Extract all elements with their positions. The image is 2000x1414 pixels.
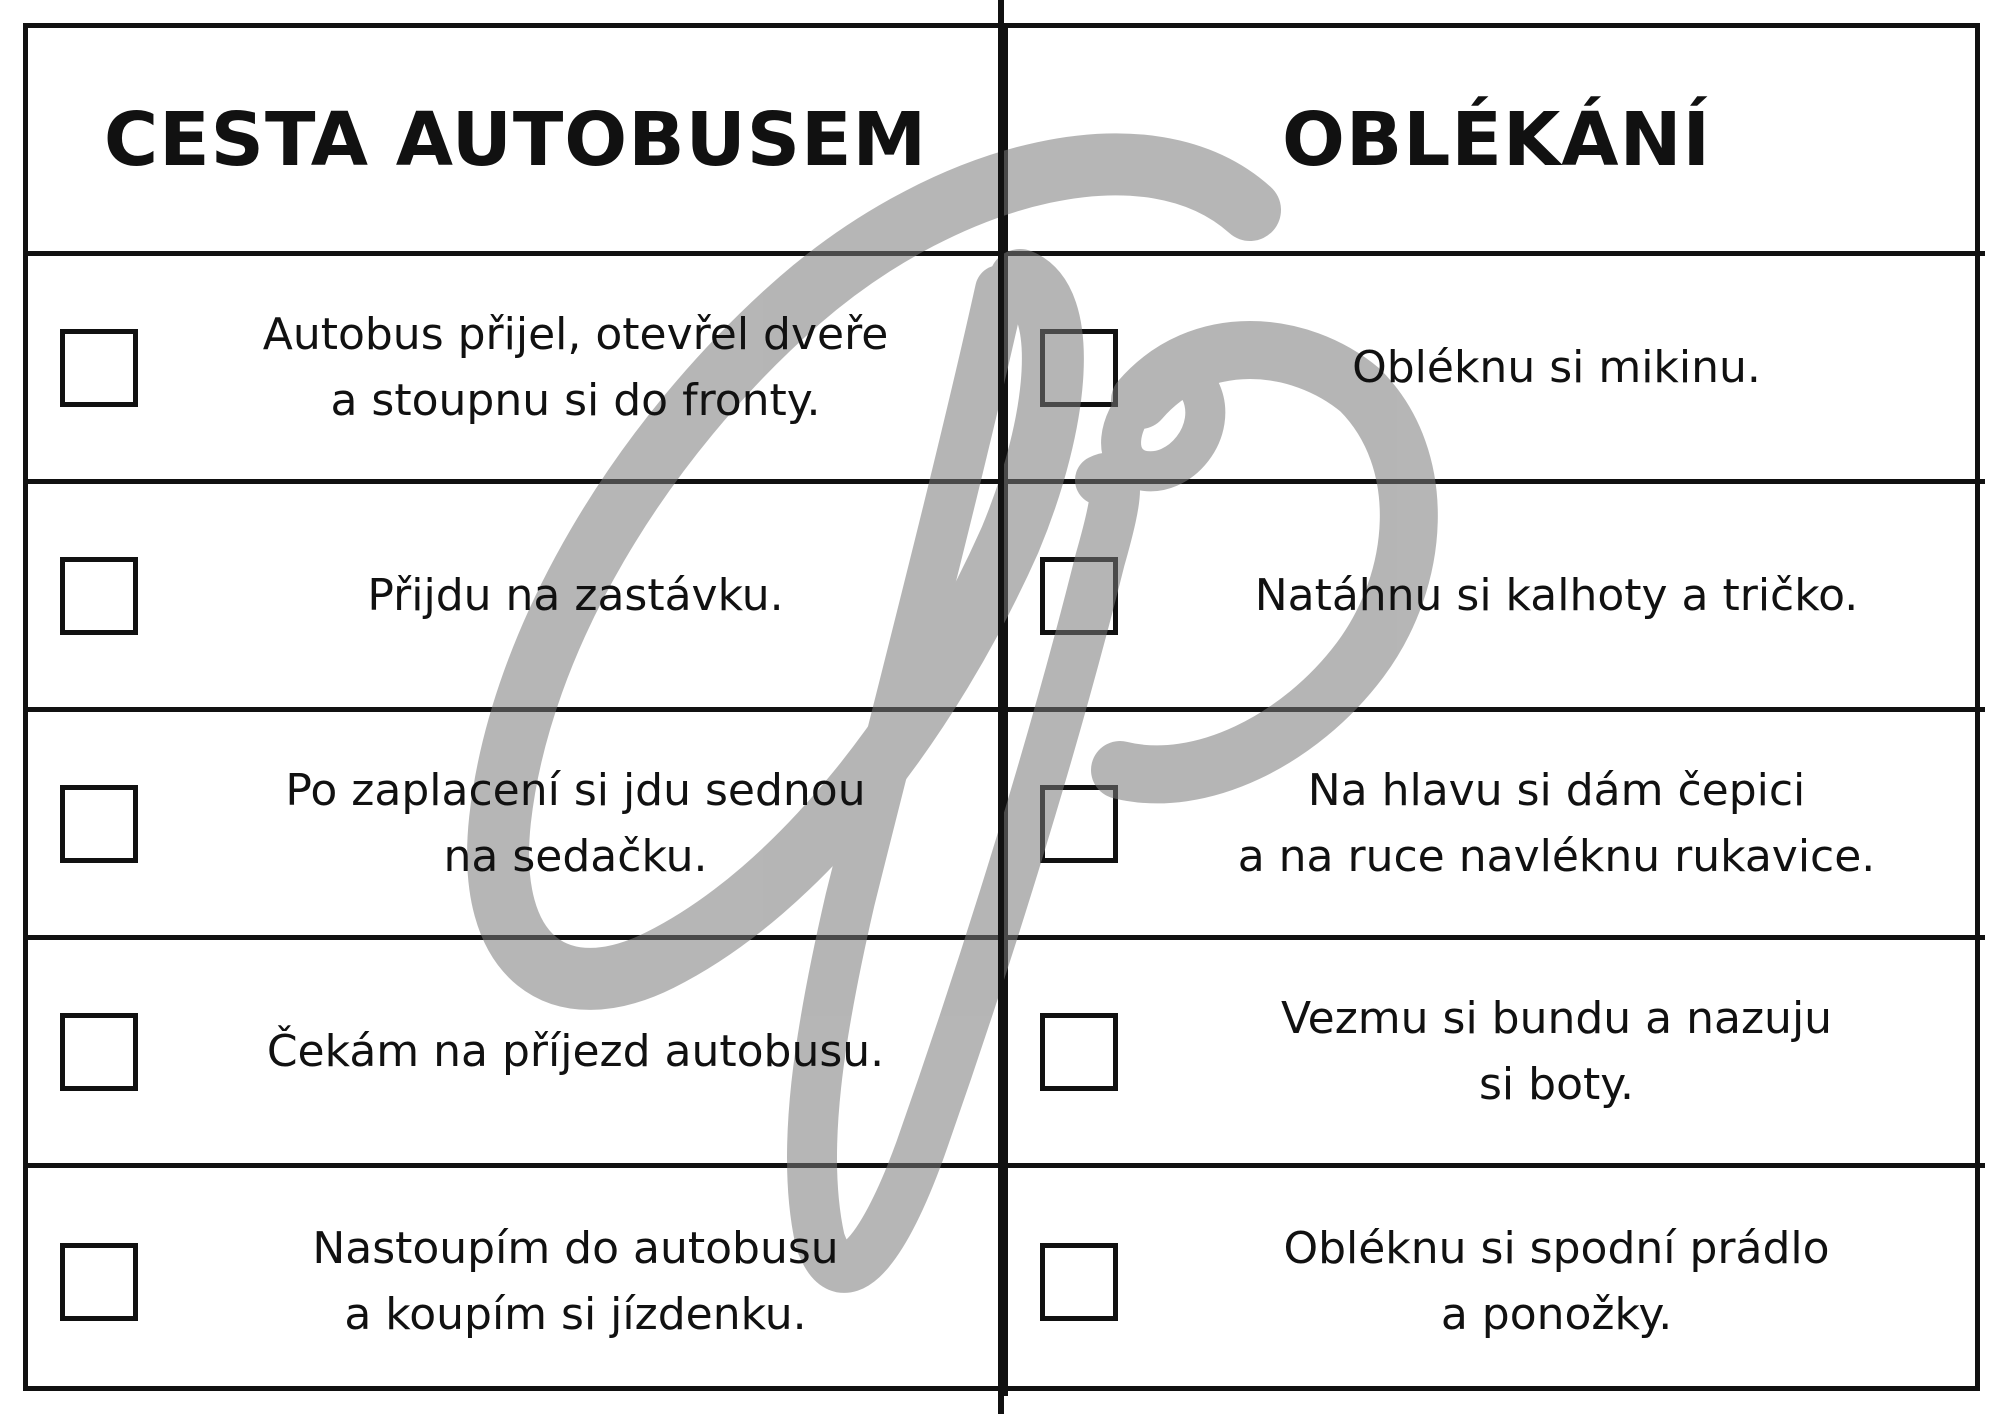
dressing-step-3 bbox=[1008, 712, 1985, 940]
dressing-step-1 bbox=[1008, 256, 1985, 484]
cut-line-divider bbox=[998, 0, 1004, 1414]
column-header-dressing bbox=[1008, 28, 1985, 256]
bus-step-3-checkbox[interactable] bbox=[60, 785, 138, 863]
dressing-step-3-checkbox[interactable] bbox=[1040, 785, 1118, 863]
bus-step-3 bbox=[28, 712, 1008, 940]
header-dressing-title: OBLÉKÁNÍ bbox=[1281, 96, 1712, 183]
dressing-step-2 bbox=[1008, 484, 1985, 712]
bus-step-2-checkbox[interactable] bbox=[60, 557, 138, 635]
bus-step-4-text: Čekám na příjezd autobusu. bbox=[266, 1025, 885, 1077]
bus-step-4 bbox=[28, 940, 1008, 1168]
bus-step-5-text: Nastoupím do autobusu a koupím si jízdenku. bbox=[312, 1223, 839, 1340]
dressing-step-1-checkbox[interactable] bbox=[1040, 329, 1118, 407]
dressing-step-2-text: Natáhnu si kalhoty a tričko. bbox=[1254, 569, 1859, 621]
bus-step-5 bbox=[28, 1168, 1008, 1396]
dressing-step-1-text: Obléknu si mikinu. bbox=[1352, 341, 1761, 393]
column-header-bus bbox=[28, 28, 1008, 256]
dressing-step-4 bbox=[1008, 940, 1985, 1168]
bus-step-1 bbox=[28, 256, 1008, 484]
dressing-step-4-checkbox[interactable] bbox=[1040, 1013, 1118, 1091]
bus-step-1-text: Autobus přijel, otevřel dveře a stoupnu si do fronty. bbox=[262, 308, 889, 426]
dressing-step-2-checkbox[interactable] bbox=[1040, 557, 1118, 635]
dressing-step-5 bbox=[1008, 1168, 1985, 1396]
bus-step-5-checkbox[interactable] bbox=[60, 1243, 138, 1321]
bus-step-4-checkbox[interactable] bbox=[60, 1013, 138, 1091]
bus-step-1-checkbox[interactable] bbox=[60, 329, 138, 407]
bus-step-2 bbox=[28, 484, 1008, 712]
header-bus-title: CESTA AUTOBUSEM bbox=[103, 96, 928, 183]
bus-step-3-text: Po zaplacení si jdu sednou na sedačku. bbox=[285, 764, 866, 882]
dressing-step-5-text: Obléknu si spodní prádlo a ponožky. bbox=[1283, 1223, 1830, 1340]
dressing-step-4-text: Vezmu si bundu a nazuju si boty. bbox=[1280, 992, 1833, 1110]
dressing-step-3-text: Na hlavu si dám čepici a na ruce navléknu rukavice. bbox=[1237, 764, 1876, 882]
dressing-step-5-checkbox[interactable] bbox=[1040, 1243, 1118, 1321]
bus-step-2-text: Přijdu na zastávku. bbox=[367, 569, 784, 621]
